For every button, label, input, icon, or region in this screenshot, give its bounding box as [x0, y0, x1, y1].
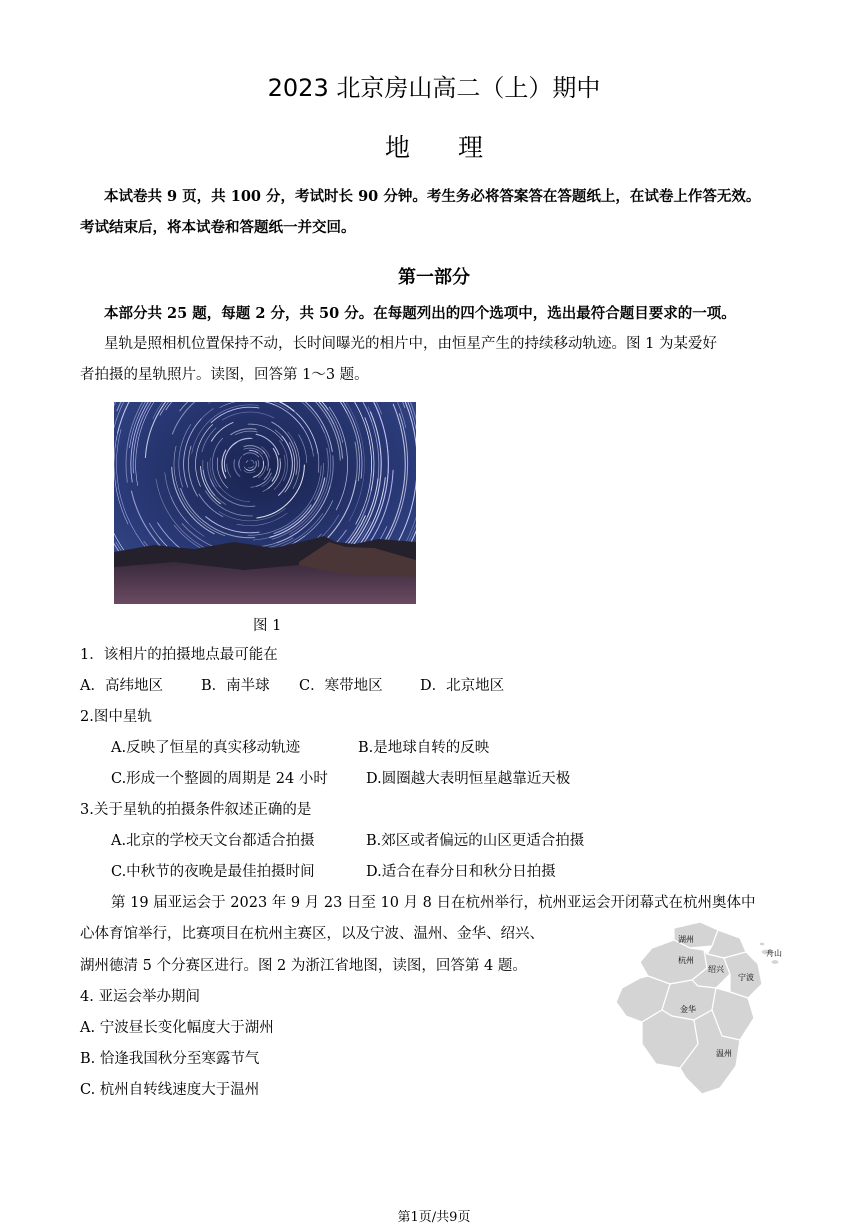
figure-1-caption: 图 1 [253, 618, 282, 634]
map-label-ningbo: 宁波 [738, 973, 754, 982]
question-1-option-a[interactable]: A．高纬地区 [80, 678, 163, 694]
part1-intro: 本部分共 25 题，每题 2 分，共 50 分。在每题列出的四个选项中，选出最符合题目要求的一项。 [104, 305, 736, 322]
question-1-option-b[interactable]: B．南半球 [201, 678, 270, 694]
question-2-option-a[interactable]: A.反映了恒星的真实移动轨迹 [111, 740, 301, 756]
map-label-wenzhou: 温州 [716, 1049, 732, 1058]
question-4-option-b[interactable]: B. 恰逢我国秋分至寒露节气 [80, 1051, 260, 1067]
star-trail-photo [114, 402, 416, 604]
page-number: 第1页/共9页 [397, 1210, 471, 1225]
map-label-shaoxing: 绍兴 [708, 965, 724, 974]
question-1-stem: 1．该相片的拍摄地点最可能在 [80, 647, 278, 663]
section-heading: 第一部分 [398, 267, 470, 288]
question-3-option-d[interactable]: D.适合在春分日和秋分日拍摄 [366, 864, 556, 880]
passage2-line-1: 第 19 届亚运会于 2023 年 9 月 23 日至 10 月 8 日在杭州举行，杭州亚运会开闭幕式在杭州奥体中 [111, 895, 756, 911]
instructions-line-1: 本试卷共 9 页，共 100 分，考试时长 90 分钟。考生务必将答案答在答题纸上，在试卷上作答无效。 [104, 188, 761, 205]
question-4-stem: 4. 亚运会举办期间 [80, 989, 200, 1005]
question-2-option-b[interactable]: B.是地球自转的反映 [358, 740, 490, 756]
map-label-hangzhou: 杭州 [678, 956, 694, 965]
question-3-option-b[interactable]: B.郊区或者偏远的山区更适合拍摄 [366, 833, 585, 849]
map-label-jinhua: 金华 [680, 1005, 696, 1014]
question-4-option-c[interactable]: C. 杭州自转线速度大于温州 [80, 1082, 260, 1098]
passage1-line-2: 者拍摄的星轨照片。读图，回答第 1～3 题。 [80, 367, 369, 383]
question-3-option-a[interactable]: A.北京的学校天文台都适合拍摄 [111, 833, 315, 849]
question-1-option-d[interactable]: D．北京地区 [420, 678, 505, 694]
zhejiang-map [612, 918, 784, 1102]
page-title: 2023 北京房山高二（上）期中 [267, 74, 601, 102]
question-1-option-c[interactable]: C．寒带地区 [299, 678, 383, 694]
question-3-option-c[interactable]: C.中秋节的夜晚是最佳拍摄时间 [111, 864, 315, 880]
question-2-stem: 2.图中星轨 [80, 709, 152, 725]
question-2-option-d[interactable]: D.圆圈越大表明恒星越靠近天极 [366, 771, 571, 787]
map-label-zhoushan: 舟山 [766, 949, 782, 958]
question-4-option-a[interactable]: A. 宁波昼长变化幅度大于湖州 [80, 1020, 274, 1036]
map-label-huzhou: 湖州 [678, 935, 694, 944]
passage2-line-2: 心体育馆举行，比赛项目在杭州主赛区，以及宁波、温州、金华、绍兴、 [80, 926, 544, 942]
subject-title: 地理 [384, 133, 531, 162]
instructions-line-2: 考试结束后，将本试卷和答题纸一并交回。 [80, 219, 356, 236]
passage1-line-1: 星轨是照相机位置保持不动，长时间曝光的相片中，由恒星产生的持续移动轨迹。图 1 为某爱好 [104, 336, 717, 352]
passage2-line-3: 湖州德清 5 个分赛区进行。图 2 为浙江省地图，读图，回答第 4 题。 [80, 958, 527, 974]
question-3-stem: 3.关于星轨的拍摄条件叙述正确的是 [80, 802, 312, 818]
question-2-option-c[interactable]: C.形成一个整圆的周期是 24 小时 [111, 771, 328, 787]
